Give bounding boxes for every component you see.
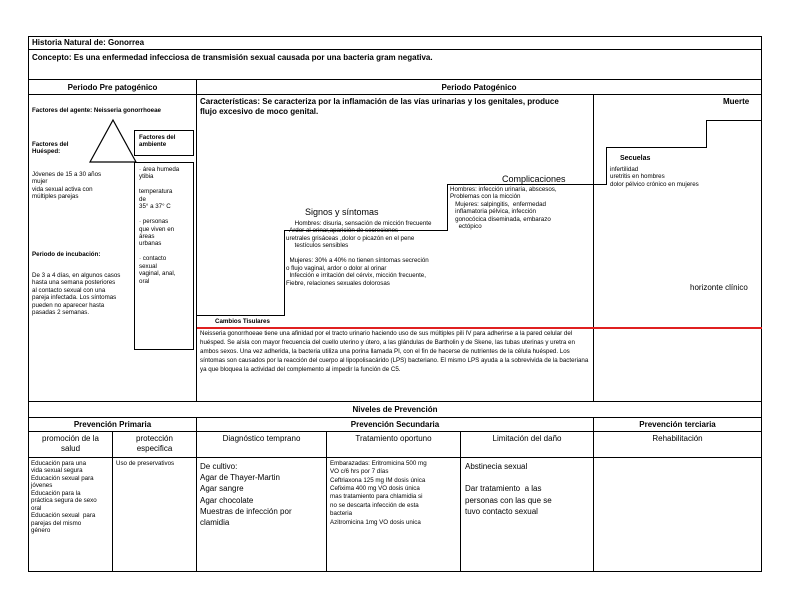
col-rehabilitation: Rehabilitación [652, 434, 703, 443]
agent-factors: Factores del agente: Neisseria gonorrhoeae [32, 107, 161, 114]
secondary-prevention-header: Prevención Secundaria [350, 420, 440, 429]
incubation-label: Periodo de incubación: [32, 251, 101, 258]
prevention-levels-header: Niveles de Prevención [352, 405, 438, 414]
diagnosis-text: De cultivo: Agar de Thayer-Martin Agar sangre Agar chocolate Muestras de infección por clamidia [200, 462, 292, 527]
frame-right [761, 36, 762, 572]
treatment-text: Embarazadas: Eritromicina 500 mg VO c/6 hrs por 7 días Ceftriaxona 125 mg IM dosis única Cefixima 400 mg VO dosis única mas tratamiento para chlamidia si no se descarta infección de esta bacteria Azitromicina 1mg VO dosis unica [330, 460, 427, 526]
environment-label: Factores del ambiente [139, 134, 176, 149]
complications-label: Complicaciones [502, 174, 566, 184]
pathogenesis-description: Neisseria gonorrhoeae tiene una afinidad por el tracto urinario haciendo uso de sus múltiples pili IV para adherirse a la pared celular del huésped. Se aísla con mayor frecuencia del cuello uterino y útero, a las glándulas de Bartholin y de Skene, las tubas uterinas y uretra en ambos sexos. Una vez adherida, la bacteria utiliza una porina llamada PI, con el fin de hacerse de nutrientes de la célula huésped. Los síntomas son causados por la reacción del cuerpo al lipopolisacárido (LPS) bacteriano. El mismo LPS ayuda a la sobrevivida de la bacteriana ya que bloquea la actividad del complemento al impedir la función de C5. [200, 330, 589, 373]
sequelae-text: infertilidad uretritis en hombres dolor pélvico crónico en mujeres [610, 166, 699, 188]
document-title: Historia Natural de: Gonorrea [32, 38, 145, 47]
tertiary-prevention-header: Prevención terciaria [639, 420, 716, 429]
host-factors-label: Factores del Huésped: [32, 141, 69, 156]
col-promotion: promoción de la salud [42, 434, 99, 453]
frame-top [28, 36, 762, 37]
triangle-icon [88, 118, 138, 164]
col-treatment: Tratamiento oportuno [355, 434, 432, 443]
clinical-horizon-line [197, 327, 762, 329]
death-label: Muerte [723, 97, 750, 106]
sequelae-label: Secuelas [620, 155, 651, 162]
protection-text: Uso de preservativos [116, 460, 175, 467]
tissue-changes-label: Cambios Tisulares [215, 318, 270, 325]
col-limitation: Limitación del daño [492, 434, 562, 443]
signs-label: Signos y síntomas [305, 207, 379, 217]
primary-prevention-header: Prevención Primaria [73, 420, 152, 429]
environment-text: · área humeda ytibia temperatura de 35° a 37° C · personas que viven en áreas urbanas · contacto sexual vaginal, anal, oral [139, 166, 180, 285]
frame-left [28, 36, 29, 572]
concept-text: Concepto: Es una enfermedad infecciosa de transmisión sexual causada por una bacteria gram negativa. [32, 53, 433, 62]
pathogenic-header: Periodo Patogénico [441, 83, 517, 92]
host-factors-text: Jóvenes de 15 a 30 años mujer vida sexual activa con múltiples parejas [32, 171, 102, 201]
frame-bottom [28, 571, 762, 572]
incubation-text: De 3 a 4 días, en algunos casos hasta una semana posteriores al contacto sexual con una pareja infectada. Los síntomas pueden no aparecer hasta pasadas 2 semanas. [32, 272, 121, 317]
prepatogenic-header: Periodo Pre patogénico [67, 83, 158, 92]
signs-text: Hombres: disuria, sensación de micción frecuente Ardor al orinar,aparición de secreciones uretrales grisáceas ,dolor o picazón en el pene testículos sensibles Mujeres: 30% a 40% no tienen síntomas secreción o flujo vaginal, ardor o dolor al orinar Infección e irritación del cérvix, micción frecuente, Fiebre, relaciones sexuales dolorosas [286, 220, 432, 287]
col-protection: protección especifica [136, 434, 173, 453]
characteristics-text: Características: Se caracteriza por la inflamación de las vías urinarias y los genitales, produce flujo excesivo de moco genital. [200, 97, 559, 116]
col-diagnosis: Diagnóstico temprano [222, 434, 301, 443]
limitation-text: Abstinecia sexual Dar tratamiento a las personas con las que se tuvo contacto sexual [465, 462, 552, 516]
promotion-text: Educación para una vida sexual segura Educación sexual para jóvenes Educación para la práctica segura de sexo oral Educación sexual para parejas del mismo género [31, 460, 97, 534]
clinical-horizon-label: horizonte clínico [690, 283, 748, 292]
complications-text: Hombres: infección urinaria, abscesos, Problemas con la micción Mujeres: salpingitis, enfermedad inflamatoria pélvica, infección gonocócica diseminada, embarazo ectópico [450, 186, 557, 231]
